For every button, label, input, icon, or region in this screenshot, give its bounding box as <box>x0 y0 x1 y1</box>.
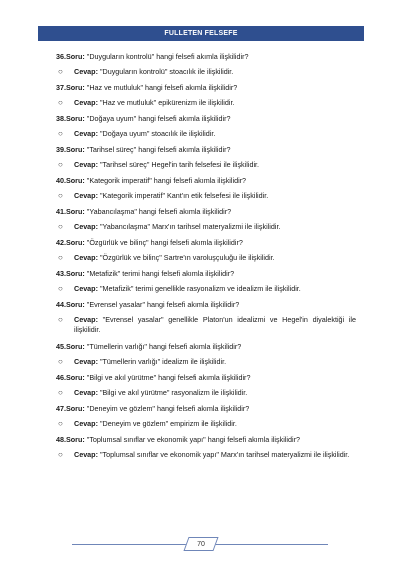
question-41 <box>56 207 356 222</box>
bullet-icon: ○ <box>58 450 63 459</box>
answer-46 <box>56 388 356 404</box>
answer-label: Cevap: <box>74 98 98 107</box>
answer-text: "Evrensel yasalar" genellikle Platon'un idealizmi ve Hegel'in diyalektiği ile ilişkilidir. <box>74 315 356 334</box>
question-label: Soru: <box>66 404 85 413</box>
answer-label: Cevap: <box>74 284 98 293</box>
qa-list <box>56 52 356 477</box>
answer-label: Cevap: <box>74 222 98 231</box>
answer-text: "Tarihsel süreç" Hegel'in tarih felsefesi ile ilişkilidir. <box>97 160 260 169</box>
answer-label: Cevap: <box>74 129 98 138</box>
answer-39 <box>56 160 356 176</box>
question-number: 41. <box>56 207 66 216</box>
bullet-icon: ○ <box>58 419 63 428</box>
question-38 <box>56 114 356 129</box>
qa-item-36 <box>56 52 356 83</box>
question-text: "Duyguların kontrolü" hangi felsefi akımla ilişkilidir? <box>84 52 249 61</box>
qa-item-47 <box>56 404 356 435</box>
question-text: "Evrensel yasalar" hangi felsefi akımla ilişkilidir? <box>84 300 240 309</box>
page-header-title: FULLETEN FELSEFE <box>164 30 238 37</box>
question-label: Soru: <box>66 145 85 154</box>
answer-text: "Doğaya uyum" stoacılık ile ilişkilidir. <box>97 129 216 138</box>
qa-item-37 <box>56 83 356 114</box>
answer-label: Cevap: <box>74 67 98 76</box>
answer-text: "Yabancılaşma" Marx'ın tarihsel materyalizmi ile ilişkilidir. <box>97 222 281 231</box>
bullet-icon: ○ <box>58 253 63 262</box>
answer-text: "Özgürlük ve bilinç" Sartre'ın varoluşçuluğu ile ilişkilidir. <box>97 253 275 262</box>
qa-item-38 <box>56 114 356 145</box>
question-text: "Bilgi ve akıl yürütme" hangi felsefi akımla ilişkilidir? <box>84 373 251 382</box>
bullet-icon: ○ <box>58 191 63 200</box>
answer-40 <box>56 191 356 207</box>
question-label: Soru: <box>66 269 85 278</box>
question-number: 46. <box>56 373 66 382</box>
question-39 <box>56 145 356 160</box>
answer-47 <box>56 419 356 435</box>
qa-item-40 <box>56 176 356 207</box>
question-47 <box>56 404 356 419</box>
question-42 <box>56 238 356 253</box>
question-number: 36. <box>56 52 66 61</box>
qa-item-46 <box>56 373 356 404</box>
answer-36 <box>56 67 356 83</box>
qa-item-39 <box>56 145 356 176</box>
answer-label: Cevap: <box>74 357 98 366</box>
question-number: 40. <box>56 176 66 185</box>
question-number: 39. <box>56 145 66 154</box>
question-text: "Doğaya uyum" hangi felsefi akımla ilişkilidir? <box>84 114 231 123</box>
question-label: Soru: <box>66 373 85 382</box>
question-44 <box>56 300 356 315</box>
bullet-icon: ○ <box>58 357 63 366</box>
page-header-banner <box>38 26 364 41</box>
question-label: Soru: <box>66 114 85 123</box>
question-label: Soru: <box>66 176 85 185</box>
question-number: 44. <box>56 300 66 309</box>
bullet-icon: ○ <box>58 129 63 138</box>
answer-42 <box>56 253 356 269</box>
question-46 <box>56 373 356 388</box>
bullet-icon: ○ <box>58 160 63 169</box>
question-number: 37. <box>56 83 66 92</box>
question-label: Soru: <box>66 238 85 247</box>
question-text: "Tarihsel süreç" hangi felsefi akımla ilişkilidir? <box>84 145 231 154</box>
qa-item-45 <box>56 342 356 373</box>
qa-item-41 <box>56 207 356 238</box>
answer-text: "Metafizik" terimi genellikle rasyonalizm ve idealizm ile ilişkilidir. <box>97 284 301 293</box>
question-48 <box>56 435 356 450</box>
question-36 <box>56 52 356 67</box>
question-40 <box>56 176 356 191</box>
question-label: Soru: <box>66 52 85 61</box>
question-label: Soru: <box>66 342 85 351</box>
question-37 <box>56 83 356 98</box>
question-number: 43. <box>56 269 66 278</box>
qa-item-42 <box>56 238 356 269</box>
question-label: Soru: <box>66 207 85 216</box>
answer-43 <box>56 284 356 300</box>
answer-text: "Haz ve mutluluk" epikürenizm ile ilişkilidir. <box>97 98 235 107</box>
answer-label: Cevap: <box>74 253 98 262</box>
question-text: "Tümellerin varlığı" hangi felsefi akımla ilişkilidir? <box>84 342 242 351</box>
answer-text: "Bilgi ve akıl yürütme" rasyonalizm ile ilişkilidir. <box>97 388 248 397</box>
answer-text: "Deneyim ve gözlem" empirizm ile ilişkilidir. <box>97 419 237 428</box>
question-label: Soru: <box>66 435 85 444</box>
question-text: "Toplumsal sınıflar ve ekonomik yapı" hangi felsefi akımla ilişkilidir? <box>84 435 300 444</box>
answer-37 <box>56 98 356 114</box>
answer-label: Cevap: <box>74 450 98 459</box>
page-number: 70 <box>197 540 205 548</box>
question-text: "Metafizik" terimi hangi felsefi akımla ilişkilidir? <box>84 269 235 278</box>
bullet-icon: ○ <box>58 222 63 231</box>
answer-label: Cevap: <box>74 388 98 397</box>
answer-45 <box>56 357 356 373</box>
question-text: "Haz ve mutluluk" hangi felsefi akımla ilişkilidir? <box>84 83 238 92</box>
answer-label: Cevap: <box>74 160 98 169</box>
answer-text: "Tümellerin varlığı" idealizm ile ilişkilidir. <box>97 357 227 366</box>
bullet-icon: ○ <box>58 388 63 397</box>
answer-text: "Toplumsal sınıflar ve ekonomik yapı" Marx'ın tarihsel materyalizmi ile ilişkilidir. <box>97 450 350 459</box>
question-text: "Kategorik imperatif" hangi felsefi akımla ilişkilidir? <box>84 176 247 185</box>
bullet-icon: ○ <box>58 98 63 107</box>
bullet-icon: ○ <box>58 67 63 76</box>
answer-text: "Kategorik imperatif" Kant'ın etik felsefesi ile ilişkilidir. <box>97 191 269 200</box>
bullet-icon: ○ <box>58 284 63 293</box>
answer-text: "Duyguların kontrolü" stoacılık ile ilişkilidir. <box>97 67 234 76</box>
answer-label: Cevap: <box>74 419 98 428</box>
question-43 <box>56 269 356 284</box>
qa-item-43 <box>56 269 356 300</box>
question-label: Soru: <box>66 300 85 309</box>
answer-label: Cevap: <box>74 315 98 324</box>
question-number: 47. <box>56 404 66 413</box>
answer-44 <box>56 315 356 342</box>
question-text: "Deneyim ve gözlem" hangi felsefi akımla ilişkilidir? <box>84 404 250 413</box>
question-number: 48. <box>56 435 66 444</box>
qa-item-48 <box>56 435 356 477</box>
qa-item-44 <box>56 300 356 342</box>
question-number: 38. <box>56 114 66 123</box>
answer-41 <box>56 222 356 238</box>
question-number: 42. <box>56 238 66 247</box>
answer-38 <box>56 129 356 145</box>
question-label: Soru: <box>66 83 85 92</box>
question-text: "Yabancılaşma" hangi felsefi akımla ilişkilidir? <box>84 207 232 216</box>
bullet-icon: ○ <box>58 315 63 324</box>
answer-label: Cevap: <box>74 191 98 200</box>
question-text: "Özgürlük ve bilinç" hangi felsefi akımla ilişkilidir? <box>84 238 243 247</box>
question-number: 45. <box>56 342 66 351</box>
question-45 <box>56 342 356 357</box>
answer-48 <box>56 450 356 477</box>
